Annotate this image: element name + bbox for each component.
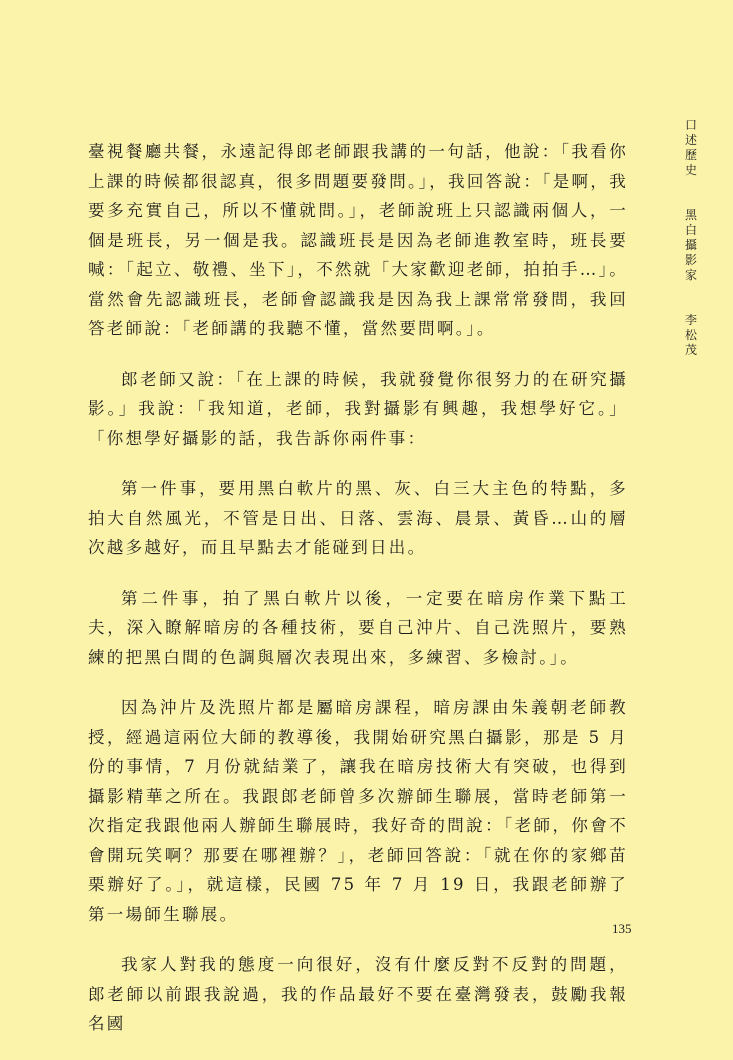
- side-char: 攝: [684, 238, 697, 252]
- person-name: [682, 313, 700, 358]
- book-title: [682, 208, 700, 283]
- side-char: 口: [684, 118, 697, 132]
- side-char: 家: [684, 268, 697, 282]
- page-number: 135: [612, 921, 632, 936]
- side-char: 影: [684, 253, 697, 267]
- paragraph: 我家人對我的態度一向很好，沒有什麼反對不反對的問題，郎老師以前跟我說過，我的作品最好不要在臺灣發表，鼓勵我報名國: [88, 955, 628, 1033]
- paragraph: 郎老師又說：「在上課的時候，我就發覺你很努力的在研究攝影。」我說：「我知道，老師，我對攝影有興趣，我想學好它。」「你想學好攝影的話，我告訴你兩件事：: [88, 369, 628, 448]
- side-char: 歷: [684, 148, 697, 162]
- side-header: [682, 118, 700, 388]
- side-char: 茂: [684, 343, 697, 357]
- paragraph: 臺視餐廳共餐，永遠記得郎老師跟我講的一句話，他說：「我看你上課的時候都很認真，很多問題要發問。」，我回答說：「是啊，我要多充實自己，所以不懂就問。」，老師說班上只認識兩個人，一個是班長，另一個是我。認識班長是因為老師進教室時，班長要喊：「起立、敬禮、坐下」，不然就「大家歡迎老師，拍拍手…」。當然會先認識班長，老師會認識我是因為我上課常常發問，我回答老師說：「老師講的我聽不懂，當然要問啊。」。: [88, 142, 628, 338]
- side-char: 述: [684, 133, 697, 147]
- paragraph: 第一件事，要用黑白軟片的黑、灰、白三大主色的特點，多拍大自然風光，不管是日出、日落、雲海、晨景、黃昏…山的層次越多越好，而且早點去才能碰到日出。: [88, 479, 628, 557]
- side-char: 黑: [684, 208, 697, 222]
- body-text: [88, 137, 628, 1060]
- paragraph: 因為沖片及洗照片都是屬暗房課程，暗房課由朱義朝老師教授，經過這兩位大師的教導後，我開始研究黑白攝影，那是 5 月份的事情，7 月份就結業了，讓我在暗房技術大有突破，也得到攝影精華之所在。我跟郎老師曾多次辦師生聯展，當時老師第一次指定我跟他兩人辦師生聯展時，我好奇的問說：「老師，你會不會開玩笑啊？那要在哪裡辦？」，老師回答說：「就在你的家鄉苗栗辦好了。」，就這樣，民國 75 年 7 月 19 日，我跟老師辦了第一場師生聯展。: [88, 698, 628, 924]
- paragraph: 第二件事，拍了黑白軟片以後，一定要在暗房作業下點工夫，深入瞭解暗房的各種技術，要自己沖片、自己洗照片，要熟練的把黑白間的色調與層次表現出來，多練習、多檢討。」。: [88, 588, 628, 667]
- series-title: [682, 118, 700, 178]
- side-char: 史: [684, 163, 697, 177]
- side-char: 松: [684, 328, 697, 342]
- side-char: 白: [684, 223, 697, 237]
- side-char: 李: [684, 313, 697, 327]
